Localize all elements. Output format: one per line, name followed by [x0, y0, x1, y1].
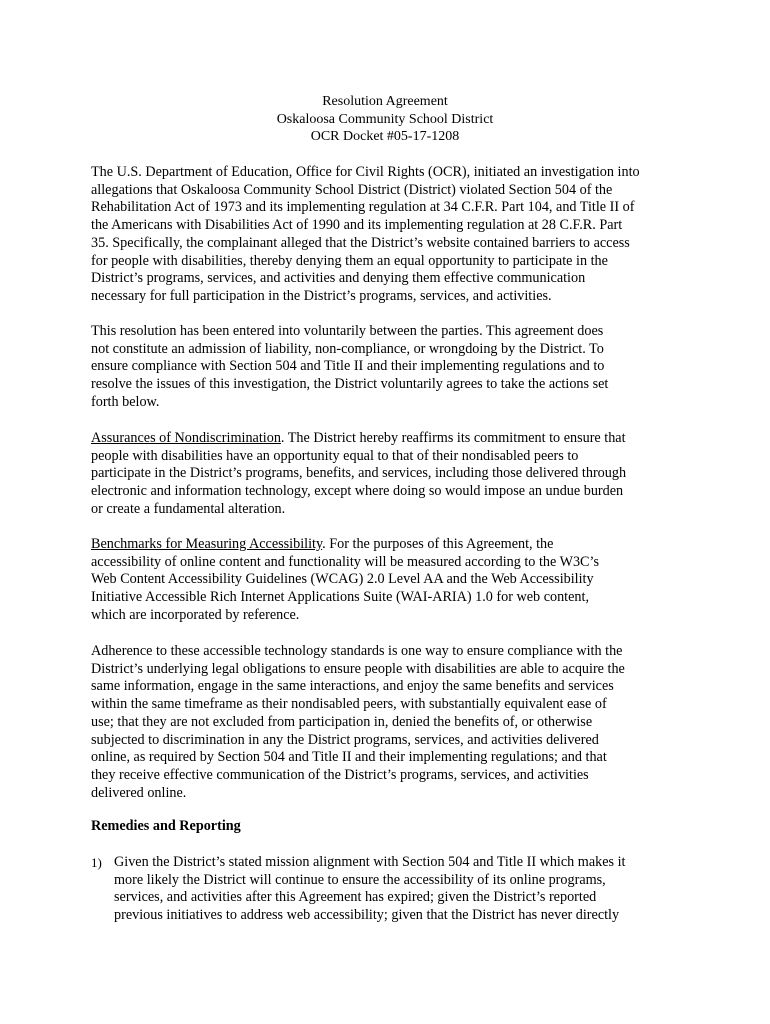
text-line: forth below.: [91, 393, 160, 410]
text-line: Web Content Accessibility Guidelines (WCAG) 2.0 Level AA and the Web Accessibility: [91, 571, 594, 588]
text-line: allegations that Oskaloosa Community School District (District) violated Section 504 of the: [91, 181, 613, 198]
adherence-paragraph: [91, 643, 681, 802]
text-line: accessibility of online content and functionality will be measured according to the W3C’s: [91, 553, 599, 570]
remedies-heading: Remedies and Reporting: [91, 818, 241, 834]
text-line: they receive effective communication of the District’s programs, services, and activities: [91, 766, 589, 783]
text-line: [91, 430, 681, 448]
benchmarks-first-line: . For the purposes of this Agreement, the: [322, 536, 554, 552]
text-line: Adherence to these accessible technology standards is one way to ensure compliance with the: [91, 643, 623, 659]
text-line: This resolution has been entered into voluntarily between the parties. This agreement does: [91, 323, 604, 339]
text-line: The U.S. Department of Education, Office for Civil Rights (OCR), initiated an investigation into: [91, 164, 640, 180]
text-line: which are incorporated by reference.: [91, 606, 300, 623]
text-line: delivered online.: [91, 784, 187, 801]
text-line: for people with disabilities, thereby denying them an equal opportunity to participate in the: [91, 252, 608, 269]
voluntary-paragraph: [91, 323, 681, 412]
text-line: previous initiatives to address web accessibility; given that the District has never directly: [114, 907, 620, 924]
assurances-paragraph: [91, 430, 681, 519]
header-title: Resolution Agreement: [322, 94, 448, 109]
text-line: services, and activities after this Agreement has expired; given the District’s reported: [114, 889, 597, 906]
benchmarks-heading: Benchmarks for Measuring Accessibility: [91, 536, 323, 552]
list-item: [114, 854, 684, 925]
text-line: participate in the District’s programs, benefits, and services, including those delivered through: [91, 465, 627, 482]
text-line: same information, engage in the same interactions, and enjoy the same benefits and services: [91, 678, 614, 695]
text-line: or create a fundamental alteration.: [91, 500, 286, 517]
text-line: District’s programs, services, and activities and denying them effective communication: [91, 270, 586, 287]
text-line: resolve the issues of this investigation, the District voluntarily agrees to take the actions set: [91, 376, 609, 393]
assurances-heading: Assurances of Nondiscrimination: [91, 430, 281, 446]
text-line: within the same timeframe as their nondisabled peers, with substantially equivalent ease of: [91, 696, 607, 713]
document-header: [0, 93, 770, 146]
assurances-first-line: . The District hereby reaffirms its commitment to ensure that: [280, 430, 626, 446]
text-line: Given the District’s stated mission alignment with Section 504 and Title II which makes it: [114, 854, 626, 870]
text-line: Initiative Accessible Rich Internet Applications Suite (WAI-ARIA) 1.0 for web content,: [91, 589, 590, 606]
benchmarks-paragraph: [91, 536, 681, 625]
text-line: people with disabilities have an opportunity equal to that of their nondisabled peers to: [91, 447, 579, 464]
text-line: not constitute an admission of liability, non-compliance, or wrongdoing by the District. To: [91, 340, 604, 357]
header-district: Oskaloosa Community School District: [276, 111, 494, 127]
text-line: Rehabilitation Act of 1973 and its implementing regulation at 34 C.F.R. Part 104, and Title II of: [91, 199, 635, 216]
text-line: District’s underlying legal obligations to ensure people with disabilities are able to acquire the: [91, 660, 625, 677]
header-docket: OCR Docket #05-17-1208: [310, 129, 460, 145]
text-line: online, as required by Section 504 and Title II and their implementing regulations; and that: [91, 749, 607, 766]
text-line: ensure compliance with Section 504 and Title II and their implementing regulations and to: [91, 358, 605, 375]
text-line: use; that they are not excluded from participation in, denied the benefits of, or otherwise: [91, 713, 593, 730]
text-line: more likely the District will continue to ensure the accessibility of its online programs,: [114, 871, 606, 888]
intro-paragraph: [91, 164, 681, 306]
text-line: 35. Specifically, the complainant alleged that the District’s website contained barriers to access: [91, 234, 630, 251]
list-item-number: 1): [91, 855, 102, 870]
text-line: electronic and information technology, except where doing so would impose an undue burden: [91, 483, 624, 500]
text-line: subjected to discrimination in any the District programs, services, and activities delivered: [91, 731, 599, 748]
text-line: [91, 536, 681, 554]
text-line: necessary for full participation in the District’s programs, services, and activities.: [91, 287, 552, 304]
text-line: the Americans with Disabilities Act of 1990 and its implementing regulation at 28 C.F.R. Part: [91, 217, 623, 234]
